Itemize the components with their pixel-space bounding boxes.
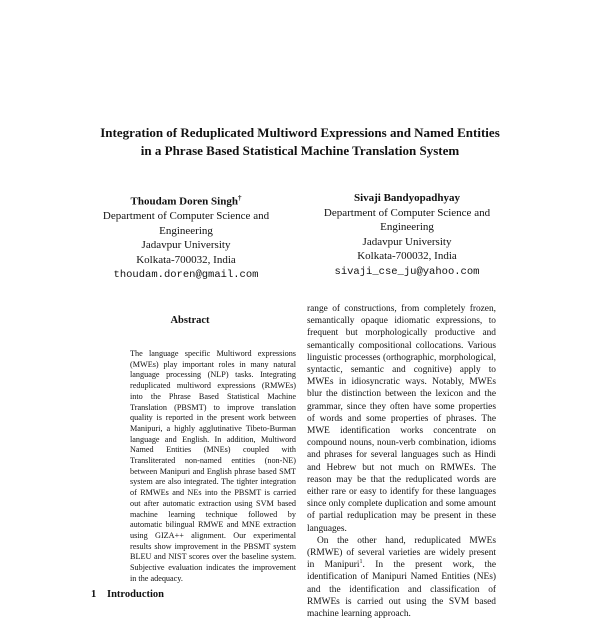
author-city: Kolkata-700032, India — [136, 253, 236, 266]
author-city: Kolkata-700032, India — [357, 250, 457, 262]
author-university: Jadavpur University — [362, 235, 452, 248]
author-email: thoudam.doren@gmail.com — [113, 269, 259, 282]
paper-title — [60, 124, 540, 160]
author-department-line-1: Department of Computer Science and — [102, 210, 270, 223]
author-email: sivaji_cse_ju@yahoo.com — [334, 265, 480, 278]
section-heading-introduction — [91, 589, 164, 600]
abstract-body — [130, 349, 296, 584]
title-line-2: in a Phrase Based Statistical Machine Translation System — [140, 143, 460, 158]
body-paragraph-1: range of constructions, from completely frozen, semantically opaque idiomatic expressions, to frequent but morphologically productive and semantically compositional collocations. Various linguistic processes (orthographic, morphological, syntactic, semantic and cognitive) apply to MWEs in idiosyncratic ways. Notably, MWEs blur the distinction between the lexicon and the grammar, since they often have some properties of words and some properties of phrases. The MWE identification works concentrate on compound nouns, noun-verb combination, idioms and phrases for several languages such as Hindi and Hebrew but not much on RMWEs. The reason may be that the reduplicated words are either rare or easy to identify for these languages since only complete duplication and some amount of partial reduplication may be present in these languages. — [307, 304, 496, 534]
author-department-line-2: Engineering — [159, 224, 213, 237]
author-university: Jadavpur University — [141, 239, 231, 252]
title-line-1: Integration of Reduplicated Multiword Expressions and Named Entities — [100, 125, 500, 140]
body-paragraph-2: On the other hand, reduplicated MWEs (RMWE) of several varieties are widely present in Manipuri$^1$. In the present work, the identification of Manipuri Named Entities (NEs) and the identification and classification of RMWEs is carried out using the SVM based machine learning approach. — [307, 535, 496, 620]
author-department-line-1: Department of Computer Science and — [323, 206, 491, 219]
author-block-1 — [76, 191, 296, 283]
author-block-2 — [297, 191, 517, 279]
author-department-line-2: Engineering — [380, 221, 434, 233]
abstract-heading: Abstract — [170, 315, 210, 326]
section-number: 1 — [91, 589, 97, 600]
author-footnote-mark: † — [237, 194, 242, 202]
section-title: Introduction — [107, 589, 164, 600]
author-name: Thoudam Doren Singh† — [130, 194, 242, 208]
author-name: Sivaji Bandyopadhyay — [353, 192, 461, 204]
footnote-mark: 1 — [359, 559, 363, 566]
abstract-paragraph: The language specific Multiword expressions (MWEs) play important roles in many natural language processing (NLP) tasks. Integrating reduplicated multiword expressions (RMWEs) into the Phrase Based Statistical Machine Translation (PBSMT) to improve translation quality is reported in the present work between Manipuri, a highly agglutinative Tibeto-Burman language and English. In addition, Multiword Named Entities (MNEs) coupled with Transliterated non-named entities (non-NE) between Manipuri and English phrase based SMT system are also integrated. The tighter integration of RMWEs and NEs into the PBSMT is carried out after automatic extraction using SVM based machine learning technique followed by automatic bilingual RMWE and MNE extraction using GIZA++ alignment. Our experimental results show improvement in the PBSMT system BLEU and NIST scores over the baseline system. Subjective evaluation indicates the improvement in the adequacy. — [130, 349, 296, 583]
right-column-body — [307, 303, 496, 620]
